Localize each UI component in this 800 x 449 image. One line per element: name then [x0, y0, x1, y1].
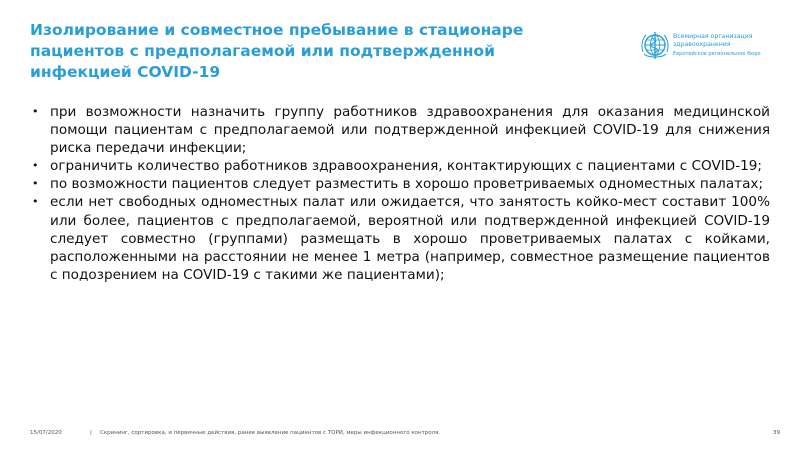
bullet-icon: •	[32, 105, 39, 118]
logo-subline: Европейское региональное бюро	[673, 51, 761, 57]
list-item-text: при возможности назначить группу работников здравоохранения для оказания медицинской помощи пациентам с предполагаемой или подтвержденной инфекцией COVID-19 для снижения риска передачи инфекции;	[50, 104, 770, 157]
list-item	[30, 103, 770, 157]
who-emblem-icon	[640, 30, 670, 62]
logo-line: здравоохранения	[673, 40, 731, 48]
list-item	[30, 175, 770, 193]
list-item	[30, 193, 770, 283]
footer-separator: |	[90, 430, 92, 436]
footer-date: 15/07/2020	[30, 430, 62, 436]
title-line: пациентов с предполагаемой или подтвержденной	[30, 42, 495, 60]
title-line: инфекцией COVID-19	[30, 63, 221, 81]
list-item-text: по возможности пациентов следует разместить в хорошо проветриваемых одноместных палатах;	[50, 176, 764, 193]
logo-line: Всемирная организация	[673, 33, 753, 40]
bullet-icon: •	[32, 159, 39, 173]
bullet-list	[30, 103, 770, 284]
slide-title	[30, 20, 610, 83]
who-logo-text	[673, 33, 773, 59]
slide-footer	[30, 430, 780, 442]
who-logo	[640, 30, 770, 66]
page-number: 39	[773, 430, 780, 436]
title-line: Изолирование и совместное пребывание в стационаре	[30, 21, 524, 39]
list-item-text: если нет свободных одноместных палат или ожидается, что занятость койко-мест составит 100% или более, пациентов с предполагаемой, вероятной или подтвержденной инфекцией COVID-19 следует совместно (группами) размещать в хорошо проветриваемых палатах с койками, расположенными на расстоянии не менее 1 метра (например, совместное размещение пациентов с подозрением на COVID-19 с такими же пациентами);	[50, 194, 770, 283]
list-item	[30, 157, 770, 175]
bullet-icon: •	[32, 195, 39, 209]
footer-text: Скрининг, сортировка, и первичные действия, ранее выявление пациентов с ТОРИ, меры инфекционного контроля.	[100, 430, 441, 436]
list-item-text: ограничить количество работников здравоохранения, контактирующих с пациентами с COVID-19;	[50, 158, 762, 175]
bullet-icon: •	[32, 177, 39, 191]
